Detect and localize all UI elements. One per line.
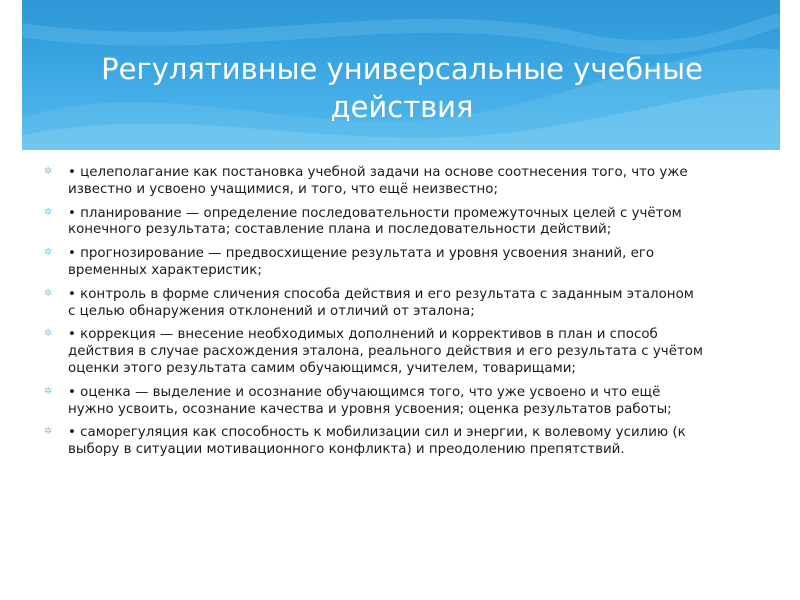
list-item-text: • коррекция — внесение необходимых дополнений и коррективов в план и способ действия в случае расхождения эталона, реального действия и его результата с учётом оценки этого результата самим обучающимся, учителем, товарищами; — [68, 327, 704, 376]
bullet-list — [44, 165, 704, 459]
list-item-text: • планирование — определение последовательности промежуточных целей с учётом конечного результата; составление плана и последовательности действий; — [68, 205, 682, 238]
slide-title: Регулятивные универсальные учебные действия — [101, 52, 703, 124]
list-item-text: • саморегуляция как способность к мобилизации сил и энергии, к волевому усилию (к выбору в ситуации мотивационного конфликта) и преодолению препятствий. — [68, 425, 686, 458]
list-item — [44, 425, 704, 459]
list-item-text: • контроль в форме сличения способа действия и его результата с заданным эталоном с целью обнаружения отклонений и отличий от эталона; — [68, 286, 694, 319]
list-item-text: • прогнозирование — предвосхищение результата и уровня усвоения знаний, его временных характеристик; — [68, 246, 655, 278]
list-item — [44, 327, 704, 377]
list-item — [44, 165, 704, 199]
asterisk-icon: ✲ — [44, 166, 53, 177]
asterisk-icon: ✲ — [44, 426, 53, 438]
list-item — [44, 206, 704, 240]
asterisk-icon: ✲ — [44, 385, 53, 397]
list-item — [44, 287, 704, 321]
asterisk-icon: ✲ — [44, 287, 53, 299]
list-item-text: • оценка — выделение и осознание обучающимся того, что уже усвоено и что ещё нужно усвоить, осознание качества и уровня усвоения; оценка результатов работы; — [68, 384, 672, 417]
asterisk-icon: ✲ — [44, 247, 53, 259]
list-item — [44, 385, 704, 419]
list-item-text: • целеполагание как постановка учебной задачи на основе соотнесения того, что уже известно и усвоено учащимися, и того, что ещё неизвестно; — [68, 165, 688, 197]
list-item — [44, 246, 704, 280]
title-banner — [22, 0, 780, 150]
asterisk-icon: ✲ — [44, 328, 53, 340]
asterisk-icon: ✲ — [44, 206, 53, 218]
